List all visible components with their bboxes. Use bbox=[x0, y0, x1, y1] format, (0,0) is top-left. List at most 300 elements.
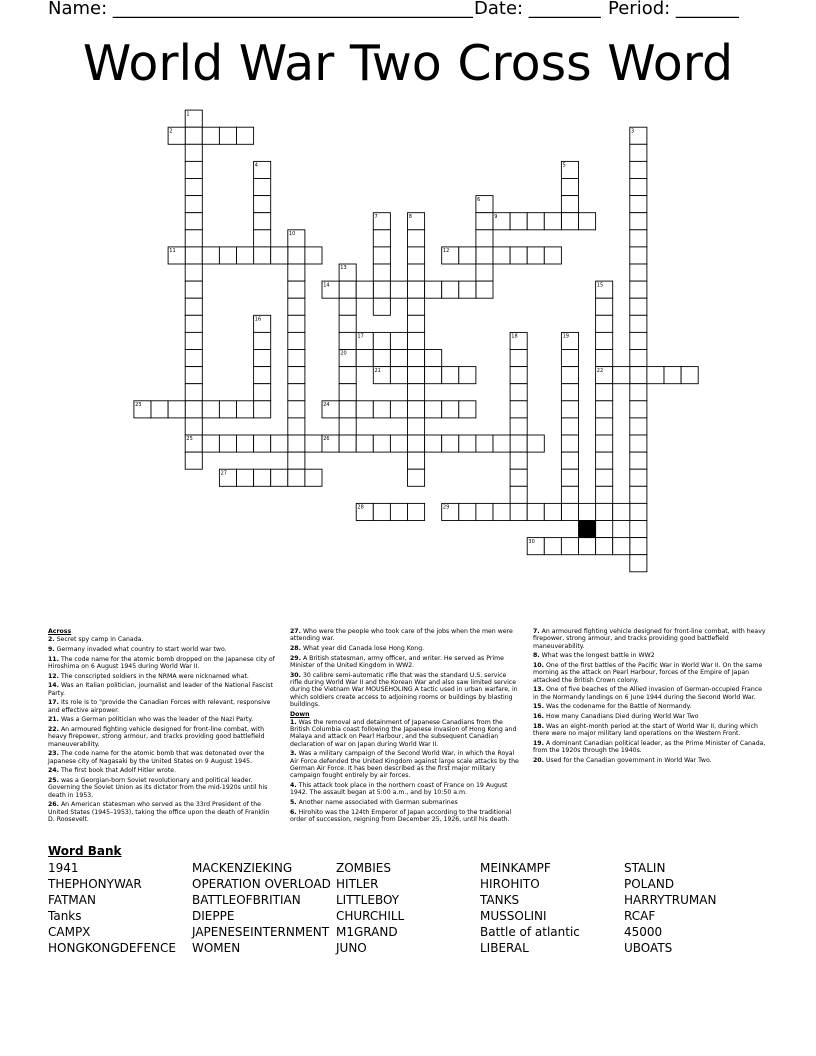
grid-cell[interactable] bbox=[219, 435, 236, 452]
down-clue bbox=[533, 652, 768, 659]
grid-cell[interactable] bbox=[373, 332, 390, 349]
grid-cell[interactable] bbox=[510, 247, 527, 264]
grid-cell[interactable] bbox=[151, 401, 168, 418]
grid-cell[interactable] bbox=[237, 469, 254, 486]
grid-cell[interactable] bbox=[390, 350, 407, 367]
grid-cell[interactable] bbox=[561, 469, 578, 486]
grid-cell[interactable] bbox=[202, 435, 219, 452]
grid-cell[interactable] bbox=[596, 401, 613, 418]
grid-cell[interactable] bbox=[630, 401, 647, 418]
grid-cell[interactable] bbox=[510, 384, 527, 401]
grid-cell[interactable] bbox=[596, 521, 613, 538]
grid-cell[interactable] bbox=[493, 247, 510, 264]
grid-cell[interactable] bbox=[185, 127, 202, 144]
grid-cell[interactable] bbox=[630, 469, 647, 486]
grid-clue-number: 29 bbox=[442, 504, 450, 511]
down-clue-number: 3. bbox=[290, 750, 297, 758]
grid-clue-number: 25 bbox=[186, 436, 193, 443]
grid-cell[interactable] bbox=[339, 418, 356, 435]
word-bank-item: MEINKAMPF bbox=[480, 861, 551, 875]
grid-cell[interactable] bbox=[373, 230, 390, 247]
grid-cell[interactable] bbox=[561, 179, 578, 196]
grid-cell[interactable] bbox=[510, 401, 527, 418]
grid-cell[interactable] bbox=[237, 127, 254, 144]
grid-cell[interactable] bbox=[510, 486, 527, 503]
grid-cell[interactable] bbox=[613, 503, 630, 520]
grid-cell[interactable] bbox=[185, 418, 202, 435]
down-clue-number: 4. bbox=[290, 781, 297, 789]
down-clue-number: 13. bbox=[533, 686, 544, 694]
grid-cell[interactable] bbox=[390, 367, 407, 384]
across-clue bbox=[48, 801, 276, 823]
grid-cell[interactable] bbox=[288, 418, 305, 435]
clues-column-2 bbox=[290, 628, 520, 826]
grid-cell[interactable] bbox=[185, 367, 202, 384]
grid-cell[interactable] bbox=[442, 367, 459, 384]
grid-cell[interactable] bbox=[459, 247, 476, 264]
grid-clue-number: 6 bbox=[477, 196, 481, 203]
grid-cell[interactable] bbox=[527, 213, 544, 230]
word-bank-item: TANKS bbox=[480, 893, 520, 907]
grid-cell[interactable] bbox=[510, 452, 527, 469]
grid-clue-number: 26 bbox=[323, 436, 330, 443]
across-clue bbox=[48, 636, 276, 643]
grid-clue-number: 27 bbox=[220, 470, 227, 477]
grid-cell[interactable] bbox=[288, 401, 305, 418]
grid-clue-number: 12 bbox=[442, 248, 450, 255]
grid-cell[interactable] bbox=[459, 367, 476, 384]
grid-cell[interactable] bbox=[339, 401, 356, 418]
word-bank-item: HONGKONGDEFENCE bbox=[48, 941, 176, 955]
word-bank-item: M1GRAND bbox=[336, 925, 398, 939]
grid-cell[interactable] bbox=[373, 435, 390, 452]
grid-cell[interactable] bbox=[185, 384, 202, 401]
across-clue bbox=[48, 750, 276, 765]
grid-cell[interactable] bbox=[630, 521, 647, 538]
down-clue-text: What was the longest battle in WW2 bbox=[541, 652, 655, 660]
grid-cell[interactable] bbox=[544, 538, 561, 555]
grid-cell[interactable] bbox=[527, 503, 544, 520]
grid-cell[interactable] bbox=[476, 247, 493, 264]
grid-cell[interactable] bbox=[561, 367, 578, 384]
grid-cell[interactable] bbox=[596, 452, 613, 469]
grid-clue-number: 11 bbox=[169, 248, 176, 255]
grid-cell[interactable] bbox=[339, 384, 356, 401]
grid-cell[interactable] bbox=[596, 435, 613, 452]
grid-cell[interactable] bbox=[476, 213, 493, 230]
grid-cell[interactable] bbox=[664, 367, 681, 384]
down-clue-number: 1. bbox=[290, 718, 297, 726]
grid-cell[interactable] bbox=[561, 384, 578, 401]
grid-cell[interactable] bbox=[596, 538, 613, 555]
word-bank-title: Word Bank bbox=[48, 844, 122, 858]
grid-cell[interactable] bbox=[630, 247, 647, 264]
grid-cell[interactable] bbox=[390, 281, 407, 298]
grid-cell[interactable] bbox=[596, 469, 613, 486]
grid-cell[interactable] bbox=[630, 555, 647, 572]
grid-cell[interactable] bbox=[510, 350, 527, 367]
grid-cell[interactable] bbox=[185, 196, 202, 213]
down-clue-text: Used for the Canadian government in World War Two. bbox=[545, 756, 712, 764]
grid-cell[interactable] bbox=[288, 315, 305, 332]
grid-cell[interactable] bbox=[373, 281, 390, 298]
grid-cell[interactable] bbox=[185, 332, 202, 349]
grid-cell[interactable] bbox=[561, 350, 578, 367]
grid-clue-number: 7 bbox=[374, 213, 378, 220]
grid-clue-number: 8 bbox=[408, 213, 412, 220]
word-bank-item: STALIN bbox=[624, 861, 666, 875]
across-clue-text: Its role is to "provide the Canadian Forces with relevant, responsive and effective airpower. bbox=[48, 699, 271, 714]
grid-cell[interactable] bbox=[630, 418, 647, 435]
grid-cell[interactable] bbox=[254, 230, 271, 247]
grid-cell[interactable] bbox=[527, 247, 544, 264]
grid-cell[interactable] bbox=[288, 298, 305, 315]
grid-cell[interactable] bbox=[185, 350, 202, 367]
down-clue-number: 19. bbox=[533, 739, 544, 747]
grid-cell[interactable] bbox=[288, 247, 305, 264]
grid-cell[interactable] bbox=[630, 486, 647, 503]
grid-cell[interactable] bbox=[681, 367, 698, 384]
grid-cell[interactable] bbox=[288, 469, 305, 486]
grid-clue-number: 10 bbox=[289, 231, 296, 237]
grid-cell[interactable] bbox=[237, 435, 254, 452]
grid-cell[interactable] bbox=[408, 350, 425, 367]
word-bank-item: JUNO bbox=[336, 941, 367, 955]
grid-cell[interactable] bbox=[408, 332, 425, 349]
grid-clue-number: 5 bbox=[562, 162, 566, 169]
grid-cell[interactable] bbox=[168, 401, 185, 418]
grid-cell[interactable] bbox=[630, 350, 647, 367]
grid-cell[interactable] bbox=[408, 247, 425, 264]
grid-cell[interactable] bbox=[254, 247, 271, 264]
grid-cell[interactable] bbox=[185, 230, 202, 247]
grid-cell[interactable] bbox=[425, 401, 442, 418]
grid-cell[interactable] bbox=[596, 315, 613, 332]
grid-cell[interactable] bbox=[442, 281, 459, 298]
word-bank-item: 1941 bbox=[48, 861, 79, 875]
across-clue-text: Germany invaded what country to start world war two. bbox=[56, 645, 227, 653]
word-bank-item: CAMPX bbox=[48, 925, 91, 939]
grid-cell[interactable] bbox=[476, 281, 493, 298]
grid-cell[interactable] bbox=[254, 196, 271, 213]
grid-cell[interactable] bbox=[613, 538, 630, 555]
clues-column-1 bbox=[48, 628, 276, 826]
grid-cell[interactable] bbox=[219, 247, 236, 264]
word-bank bbox=[48, 860, 788, 956]
down-clue-text: One of the first battles of the Pacific War in World War II. On the same morning as the attack on Pearl Harbour, forces of the Empire of Japan attacked the British Crown colony. bbox=[533, 661, 763, 684]
grid-cell[interactable] bbox=[271, 469, 288, 486]
grid-cell[interactable] bbox=[596, 503, 613, 520]
grid-cell[interactable] bbox=[339, 281, 356, 298]
grid-cell[interactable] bbox=[185, 315, 202, 332]
across-clue-text: The conscripted soldiers in the NRMA were nicknamed what. bbox=[60, 672, 249, 680]
grid-cell[interactable] bbox=[288, 264, 305, 281]
grid-cell[interactable] bbox=[408, 401, 425, 418]
grid-cell[interactable] bbox=[596, 384, 613, 401]
grid-cell[interactable] bbox=[408, 418, 425, 435]
grid-cell[interactable] bbox=[356, 435, 373, 452]
grid-cell[interactable] bbox=[254, 332, 271, 349]
grid-cell[interactable] bbox=[510, 435, 527, 452]
grid-cell[interactable] bbox=[185, 247, 202, 264]
grid-clue-number: 17 bbox=[357, 333, 364, 340]
grid-cell[interactable] bbox=[630, 179, 647, 196]
grid-cell[interactable] bbox=[373, 264, 390, 281]
grid-cell[interactable] bbox=[630, 503, 647, 520]
grid-cell[interactable] bbox=[459, 435, 476, 452]
grid-cell[interactable] bbox=[425, 350, 442, 367]
grid-cell[interactable] bbox=[561, 503, 578, 520]
down-clue-text: A dominant Canadian political leader, as the Prime Minister of Canada, from the 1920s through the 1940s. bbox=[533, 739, 766, 754]
grid-cell[interactable] bbox=[408, 469, 425, 486]
name-field[interactable]: Name: ________________________________________ bbox=[48, 0, 473, 19]
grid-cell[interactable] bbox=[185, 401, 202, 418]
grid-cell[interactable] bbox=[202, 127, 219, 144]
grid-cell[interactable] bbox=[202, 247, 219, 264]
clues-column-3 bbox=[533, 628, 768, 766]
grid-cell[interactable] bbox=[185, 213, 202, 230]
grid-cell[interactable] bbox=[561, 196, 578, 213]
grid-cell[interactable] bbox=[373, 350, 390, 367]
down-clue-text: One of five beaches of the Allied invasion of German-occupied France in the Normandy landings on 6 June 1944 during the Second World War. bbox=[533, 686, 762, 701]
grid-cell[interactable] bbox=[630, 230, 647, 247]
grid-cell[interactable] bbox=[288, 384, 305, 401]
grid-cell[interactable] bbox=[408, 367, 425, 384]
grid-cell[interactable] bbox=[288, 367, 305, 384]
grid-cell[interactable] bbox=[288, 332, 305, 349]
grid-cell[interactable] bbox=[408, 435, 425, 452]
grid-cell[interactable] bbox=[630, 196, 647, 213]
grid-cell[interactable] bbox=[390, 332, 407, 349]
across-clue-text: Was a German politician who was the leader of the Nazi Party. bbox=[60, 716, 254, 724]
down-clue-text: How many Canadians Died during World War Two bbox=[545, 712, 699, 720]
across-clue-text: Was an Italian politician, journalist and leader of the National Fascist Party. bbox=[48, 682, 273, 697]
grid-cell[interactable] bbox=[373, 401, 390, 418]
grid-cell[interactable] bbox=[408, 281, 425, 298]
grid-cell[interactable] bbox=[254, 401, 271, 418]
grid-cell[interactable] bbox=[476, 435, 493, 452]
grid-cell[interactable] bbox=[561, 418, 578, 435]
grid-cell[interactable] bbox=[561, 401, 578, 418]
grid-cell[interactable] bbox=[408, 264, 425, 281]
grid-cell[interactable] bbox=[305, 247, 322, 264]
grid-cell[interactable] bbox=[630, 315, 647, 332]
grid-clue-number: 21 bbox=[374, 367, 381, 374]
word-bank-item: THEPHONYWAR bbox=[48, 877, 142, 891]
grid-cell[interactable] bbox=[185, 179, 202, 196]
grid-cell[interactable] bbox=[544, 213, 561, 230]
grid-cell[interactable] bbox=[408, 384, 425, 401]
grid-cell[interactable] bbox=[596, 332, 613, 349]
grid-cell[interactable] bbox=[305, 435, 322, 452]
word-bank-item: WOMEN bbox=[192, 941, 241, 955]
across-clue-number: 14. bbox=[48, 682, 59, 690]
grid-cell[interactable] bbox=[579, 213, 596, 230]
across-clue bbox=[48, 673, 276, 680]
grid-cell[interactable] bbox=[408, 452, 425, 469]
grid-cell[interactable] bbox=[630, 161, 647, 178]
grid-cell[interactable] bbox=[561, 213, 578, 230]
grid-cell[interactable] bbox=[373, 247, 390, 264]
word-bank-item: UBOATS bbox=[624, 941, 673, 955]
grid-clue-number: 20 bbox=[340, 350, 347, 357]
grid-cell[interactable] bbox=[254, 435, 271, 452]
down-clue-number: 20. bbox=[533, 756, 544, 764]
word-bank-item: DIEPPE bbox=[192, 909, 235, 923]
across-clue-number: 23. bbox=[48, 750, 59, 758]
grid-cell[interactable] bbox=[339, 332, 356, 349]
grid-cell[interactable] bbox=[459, 401, 476, 418]
grid-cell[interactable] bbox=[493, 503, 510, 520]
grid-cell[interactable] bbox=[561, 486, 578, 503]
grid-cell[interactable] bbox=[510, 503, 527, 520]
grid-cell[interactable] bbox=[339, 435, 356, 452]
date-field[interactable]: Date: ________ bbox=[474, 0, 601, 19]
grid-cell[interactable] bbox=[510, 367, 527, 384]
across-clue-text: Secret spy camp in Canada. bbox=[56, 636, 144, 644]
grid-cell[interactable] bbox=[442, 401, 459, 418]
grid-cell[interactable] bbox=[442, 435, 459, 452]
grid-cell[interactable] bbox=[630, 367, 647, 384]
grid-cell[interactable] bbox=[254, 350, 271, 367]
grid-cell[interactable] bbox=[288, 350, 305, 367]
across-clue bbox=[48, 777, 276, 799]
grid-cell[interactable] bbox=[561, 538, 578, 555]
grid-cell[interactable] bbox=[219, 401, 236, 418]
grid-cell[interactable] bbox=[596, 298, 613, 315]
grid-cell[interactable] bbox=[271, 247, 288, 264]
page-title: World War Two Cross Word bbox=[82, 35, 734, 92]
word-bank-item: OPERATION OVERLOAD bbox=[192, 877, 331, 891]
down-clue-text: Was the removal and detainment of Japanese Canadians from the British Columbia coast following the Japanese invasion of Hong Kong and Malaya and attack on Pearl Harbour, and the subsequent Canadian declaration of war on Japan during World War II. bbox=[290, 718, 517, 748]
across-clue-text: A British statesman, army officer, and writer. He served as Prime Minister of the United Kingdom in WW2. bbox=[290, 654, 504, 669]
grid-cell[interactable] bbox=[185, 161, 202, 178]
grid-cell[interactable] bbox=[185, 281, 202, 298]
grid-cell[interactable] bbox=[390, 503, 407, 520]
grid-cell[interactable] bbox=[339, 367, 356, 384]
grid-cell[interactable] bbox=[237, 247, 254, 264]
grid-cell[interactable] bbox=[254, 384, 271, 401]
word-bank-item: JAPENESEINTERNMENT bbox=[192, 925, 330, 939]
grid-cell[interactable] bbox=[561, 452, 578, 469]
grid-cell[interactable] bbox=[425, 435, 442, 452]
down-clue bbox=[533, 713, 768, 720]
down-clue bbox=[290, 719, 520, 748]
grid-cell[interactable] bbox=[288, 452, 305, 469]
grid-cell[interactable] bbox=[630, 281, 647, 298]
grid-cell[interactable] bbox=[510, 213, 527, 230]
grid-cell[interactable] bbox=[459, 281, 476, 298]
grid-cell[interactable] bbox=[630, 264, 647, 281]
down-clue bbox=[533, 628, 768, 650]
grid-cell[interactable] bbox=[305, 469, 322, 486]
word-bank-item: HIROHITO bbox=[480, 877, 540, 891]
grid-cell[interactable] bbox=[630, 298, 647, 315]
grid-cell[interactable] bbox=[254, 367, 271, 384]
grid-cell[interactable] bbox=[254, 213, 271, 230]
grid-cell[interactable] bbox=[476, 503, 493, 520]
grid-cell[interactable] bbox=[630, 144, 647, 161]
period-field[interactable]: Period: _______ bbox=[608, 0, 739, 19]
down-clue bbox=[290, 809, 520, 824]
grid-cell[interactable] bbox=[476, 264, 493, 281]
grid-cell[interactable] bbox=[630, 332, 647, 349]
grid-cell[interactable] bbox=[596, 418, 613, 435]
grid-cell[interactable] bbox=[356, 281, 373, 298]
grid-cell[interactable] bbox=[185, 452, 202, 469]
grid-cell[interactable] bbox=[356, 401, 373, 418]
grid-cell[interactable] bbox=[613, 367, 630, 384]
across-clue-number: 26. bbox=[48, 801, 59, 809]
across-clue-number: 2. bbox=[48, 636, 55, 644]
grid-cell[interactable] bbox=[579, 503, 596, 520]
grid-cell[interactable] bbox=[510, 418, 527, 435]
grid-cell[interactable] bbox=[202, 401, 219, 418]
grid-cell[interactable] bbox=[630, 213, 647, 230]
grid-clue-number: 22 bbox=[596, 367, 604, 374]
grid-cell[interactable] bbox=[185, 264, 202, 281]
grid-cell[interactable] bbox=[390, 401, 407, 418]
grid-cell[interactable] bbox=[493, 435, 510, 452]
grid-cell[interactable] bbox=[544, 247, 561, 264]
across-clue-number: 29. bbox=[290, 654, 301, 662]
grid-cell[interactable] bbox=[476, 230, 493, 247]
grid-cell[interactable] bbox=[579, 538, 596, 555]
grid-cell[interactable] bbox=[288, 281, 305, 298]
grid-cell[interactable] bbox=[339, 298, 356, 315]
down-clue-text: Hirohito was the 124th Emperor of Japan according to the traditional order of succession, reigning from December 25, 1926, until his death. bbox=[290, 808, 512, 823]
grid-cell[interactable] bbox=[271, 435, 288, 452]
grid-cell[interactable] bbox=[408, 315, 425, 332]
down-clue bbox=[533, 703, 768, 710]
grid-cell[interactable] bbox=[647, 367, 664, 384]
grid-cell[interactable] bbox=[561, 435, 578, 452]
grid-cell[interactable] bbox=[288, 435, 305, 452]
grid-cell[interactable] bbox=[425, 281, 442, 298]
across-clue-text: 30 calibre semi-automatic rifle that was the standard U.S. service rifle during World War II and the Korean War and also saw limited service during the Vietnam War MOUSEHOLING A tactic used in urban warfare, in which soldiers create access to adjoining rooms or buildings by blasting buildings. bbox=[290, 671, 518, 708]
grid-cell[interactable] bbox=[425, 367, 442, 384]
grid-cell[interactable] bbox=[544, 503, 561, 520]
grid-cell[interactable] bbox=[185, 144, 202, 161]
grid-cell[interactable] bbox=[237, 401, 254, 418]
grid-cell[interactable] bbox=[596, 486, 613, 503]
grid-cell[interactable] bbox=[630, 452, 647, 469]
grid-clue-number: 16 bbox=[254, 316, 262, 323]
grid-cell[interactable] bbox=[373, 298, 390, 315]
grid-cell[interactable] bbox=[254, 179, 271, 196]
grid-cell[interactable] bbox=[408, 503, 425, 520]
grid-cell[interactable] bbox=[630, 538, 647, 555]
grid-cell[interactable] bbox=[339, 315, 356, 332]
grid-cell[interactable] bbox=[390, 435, 407, 452]
grid-cell[interactable] bbox=[408, 298, 425, 315]
grid-cell[interactable] bbox=[254, 469, 271, 486]
grid-cell[interactable] bbox=[527, 435, 544, 452]
grid-cell[interactable] bbox=[630, 384, 647, 401]
grid-cell[interactable] bbox=[185, 298, 202, 315]
down-clue bbox=[533, 723, 768, 738]
grid-cell[interactable] bbox=[459, 503, 476, 520]
grid-cell[interactable] bbox=[356, 350, 373, 367]
grid-cell[interactable] bbox=[510, 469, 527, 486]
down-clue bbox=[533, 686, 768, 701]
grid-cell[interactable] bbox=[373, 503, 390, 520]
grid-cell[interactable] bbox=[219, 127, 236, 144]
grid-cell[interactable] bbox=[630, 435, 647, 452]
across-clue bbox=[48, 656, 276, 671]
grid-cell[interactable] bbox=[596, 350, 613, 367]
grid-cell[interactable] bbox=[408, 230, 425, 247]
